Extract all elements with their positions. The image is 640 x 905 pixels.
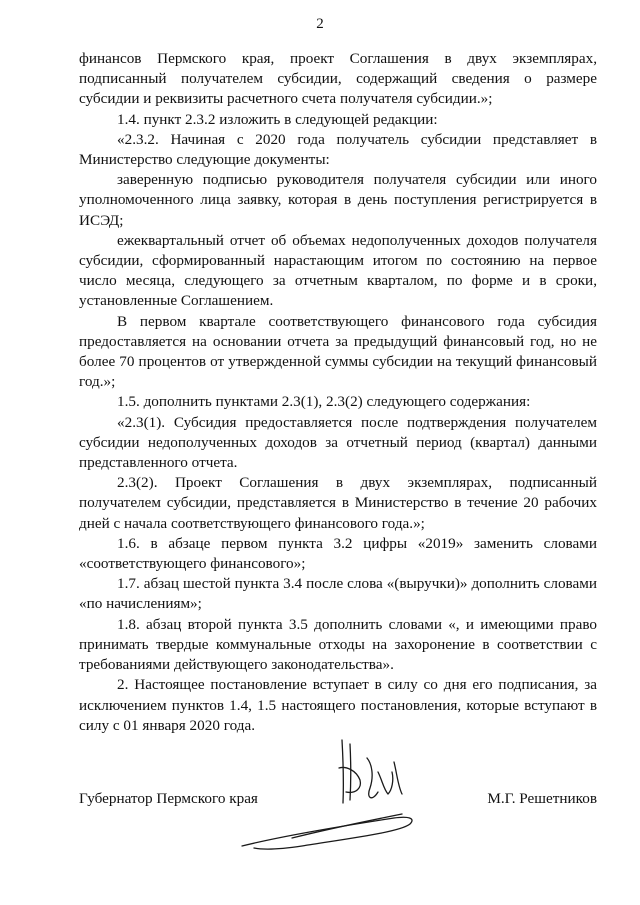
paragraph-1-5: 1.5. дополнить пунктами 2.3(1), 2.3(2) следующего содержания: (117, 393, 531, 411)
paragraph-1-7: 1.7. абзац шестой пункта 3.4 после слова «(выручки)» дополнить словами «по начислениям»; (79, 575, 597, 613)
paragraph-continuation: финансов Пермского края, проект Соглашения в двух экземплярах, подписанный получателем субсидии, содержащий сведения о размере субсидии и реквизиты расчетного счета получателя субсидии.»; (79, 50, 597, 108)
paragraph-2-3-2: «2.3.2. Начиная с 2020 года получатель субсидии представляет в Министерство следующие документы: (79, 130, 597, 169)
signer-name: М.Г. Решетников (487, 790, 597, 807)
page-number: 2 (316, 16, 324, 32)
paragraph-1-4: 1.4. пункт 2.3.2 изложить в следующей редакции: (117, 110, 438, 128)
paragraph-first-quarter: В первом квартале соответствующего финансового года субсидия предоставляется на основании отчета за предыдущий финансовый год, но не более 70 процентов от утвержденной суммы субсидии на текущий финансовый год.»; (79, 312, 597, 391)
handwritten-signature (222, 728, 422, 868)
paragraph-2: 2. Настоящее постановление вступает в силу со дня его подписания, за исключением пунктов 1.4, 1.5 настоящего постановления, которые вступают в силу с 01 января 2020 года. (79, 676, 597, 734)
paragraph-1-8: 1.8. абзац второй пункта 3.5 дополнить словами «, и имеющими право принимать твердые коммунальные отходы на захоронение в соответствии с требованиями действующего законодательства». (79, 615, 597, 674)
position-title: Губернатор Пермского края (79, 790, 258, 807)
paragraph-application: заверенную подписью руководителя получателя субсидии или иного уполномоченного лица заявку, которая в день поступления регистрируется в ИСЭД; (79, 171, 597, 229)
document-body (79, 49, 597, 736)
paragraph-quarterly-report: ежеквартальный отчет об объемах недополученных доходов получателя субсидии, сформированный нарастающим итогом по состоянию на первое число месяца, следующего за отчетным кварталом, по форме и в сроки, установленные Соглашением. (79, 231, 597, 310)
paragraph-2-3-1: «2.3(1). Субсидия предоставляется после подтверждения получателем субсидии недополученных доходов за отчетный период (квартал) данными представленного отчета. (79, 413, 597, 472)
paragraph-1-6: 1.6. в абзаце первом пункта 3.2 цифры «2019» заменить словами «соответствующего финансового»; (79, 534, 597, 573)
paragraph-2-3-2b: 2.3(2). Проект Соглашения в двух экземплярах, подписанный получателем субсидии, представляется в Министерство в течение 20 рабочих дней с начала соответствующего финансового года.»; (79, 474, 597, 532)
